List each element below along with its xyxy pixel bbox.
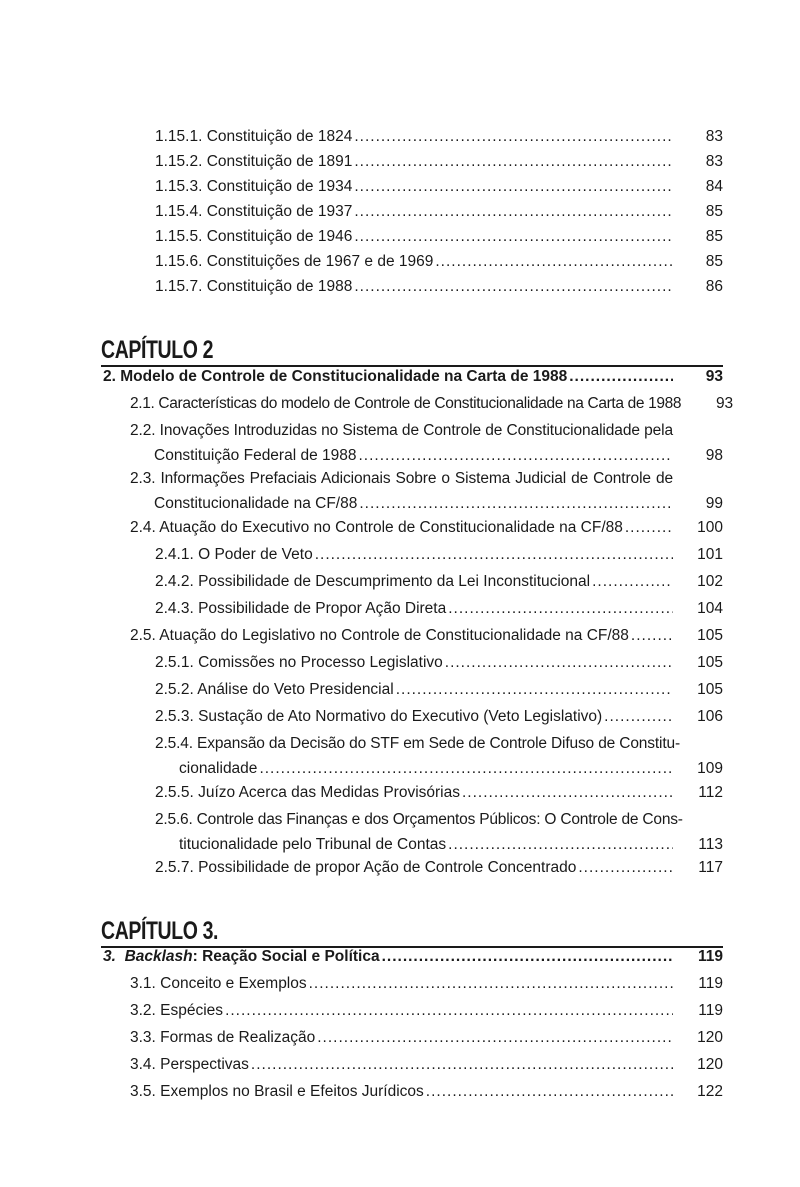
dot-leader (578, 855, 673, 880)
dot-leader (315, 542, 673, 567)
entry-label-line2: Constitucionalidade na CF/88 (154, 495, 358, 512)
entry-label-line2: titucionalidade pelo Tribunal de Contas (179, 836, 447, 853)
toc-entry[interactable] (155, 274, 723, 299)
toc-entry[interactable] (130, 1052, 723, 1077)
toc-entry[interactable] (155, 249, 723, 274)
entry-label: 2.1. Características do modelo de Controle de Constitucionalidade na Carta de 1988 (130, 395, 682, 412)
entry-label: 2.5.1. Comissões no Processo Legislativo (155, 654, 443, 671)
entry-page: 85 (705, 253, 723, 270)
dot-leader (309, 971, 673, 996)
entry-page: 119 (697, 948, 723, 965)
dot-leader (426, 1079, 673, 1104)
dot-leader (448, 832, 673, 857)
entry-label: 2. Modelo de Controle de Constitucionalidade na Carta de 1988 (103, 368, 568, 385)
entry-page: 85 (705, 228, 723, 245)
backlash-term: Backlash (124, 948, 193, 965)
dot-leader (462, 780, 673, 805)
entry-label: 1.15.2. Constituição de 1891 (155, 153, 353, 170)
toc-entry[interactable] (130, 971, 723, 996)
toc-entry[interactable] (130, 998, 723, 1023)
entry-page: 104 (697, 600, 723, 617)
chapter-3-title: CAPÍTULO 3. (101, 917, 219, 945)
dot-leader (382, 944, 673, 969)
dot-leader (259, 756, 673, 781)
entry-label: 1.15.7. Constituição de 1988 (155, 278, 353, 295)
toc-entry[interactable] (155, 542, 723, 567)
entry-page: 85 (705, 203, 723, 220)
dot-leader (396, 677, 673, 702)
toc-entry[interactable] (130, 1079, 723, 1104)
entry-label: 1.15.6. Constituições de 1967 e de 1969 (155, 253, 434, 270)
entry-label-line2: Constituição Federal de 1988 (154, 447, 357, 464)
toc-entry[interactable] (155, 124, 723, 149)
dot-leader (448, 596, 673, 621)
dot-leader (354, 199, 673, 224)
toc-entry[interactable] (155, 731, 723, 781)
entry-page: 102 (697, 573, 723, 590)
dot-leader (359, 491, 673, 516)
entry-label: 2.5. Atuação do Legislativo no Controle de Constitucionalidade na CF/88 (130, 627, 629, 644)
entry-page: 101 (697, 546, 723, 563)
entry-label-line1: 2.3. Informações Prefaciais Adicionais Sobre o Sistema Judicial de Controle de (130, 470, 673, 487)
entry-page: 105 (697, 681, 723, 698)
entry-page: 83 (705, 128, 723, 145)
toc-entry[interactable] (155, 855, 723, 880)
entry-label: 3.1. Conceito e Exemplos (130, 975, 307, 992)
entry-label: 1.15.4. Constituição de 1937 (155, 203, 353, 220)
entry-label (103, 944, 382, 969)
dot-leader (435, 249, 673, 274)
toc-entry[interactable] (155, 149, 723, 174)
entry-page: 112 (698, 784, 723, 801)
entry-page: 109 (697, 760, 723, 777)
entry-page: 105 (697, 627, 723, 644)
toc-entry[interactable] (155, 650, 723, 675)
dot-leader (251, 1052, 673, 1077)
entry-label: 2.4. Atuação do Executivo no Controle de Constitucionalidade na CF/88 (130, 519, 623, 536)
entry-page: 122 (697, 1083, 723, 1100)
entry-page: 119 (698, 1002, 723, 1019)
entry-page: 84 (705, 178, 723, 195)
entry-page: 106 (697, 708, 723, 725)
entry-label: 3.2. Espécies (130, 1002, 224, 1019)
dot-leader (354, 149, 673, 174)
dot-leader (445, 650, 673, 675)
entry-label-line1: 2.2. Inovações Introduzidas no Sistema de Controle de Constitucionalidade pela (130, 422, 673, 439)
dot-leader (225, 998, 673, 1023)
entry-label: 3.3. Formas de Realização (130, 1029, 316, 1046)
entry-label: 2.5.5. Juízo Acerca das Medidas Provisórias (155, 784, 460, 801)
toc-entry[interactable] (130, 418, 723, 468)
entry-page: 119 (698, 975, 723, 992)
dot-leader (354, 274, 673, 299)
chapter-title-rest: : Reação Social e Política (192, 948, 380, 965)
entry-label: 2.5.7. Possibilidade de propor Ação de Controle Concentrado (155, 859, 577, 876)
entry-label: 2.5.3. Sustação de Ato Normativo do Executivo (Veto Legislativo) (155, 708, 603, 725)
entry-page: 93 (705, 368, 723, 385)
dot-leader (625, 515, 673, 540)
dot-leader (631, 623, 673, 648)
toc-entry[interactable] (155, 569, 723, 594)
toc-entry[interactable] (130, 515, 723, 540)
entry-page: 93 (715, 395, 734, 412)
entry-label-line1: 2.5.4. Expansão da Decisão do STF em Sede de Controle Difuso de Constitu- (155, 735, 680, 752)
entry-label: 1.15.3. Constituição de 1934 (155, 178, 353, 195)
entry-page: 99 (705, 495, 723, 512)
entry-page: 117 (698, 859, 723, 876)
toc-entry[interactable] (155, 807, 723, 857)
entry-label: 3.5. Exemplos no Brasil e Efeitos Jurídicos (130, 1083, 424, 1100)
entry-page: 100 (697, 519, 723, 536)
dot-leader (354, 174, 673, 199)
toc-entry-chapter-3[interactable] (103, 944, 723, 969)
entry-label: 2.4.1. O Poder de Veto (155, 546, 313, 563)
toc-entry[interactable] (130, 391, 734, 416)
chapter-number: 3. (103, 948, 116, 965)
dot-leader (354, 124, 673, 149)
toc-entry[interactable] (155, 677, 723, 702)
toc-entry[interactable] (155, 704, 723, 729)
toc-entry-chapter-2[interactable] (103, 364, 723, 389)
chapter-2-title: CAPÍTULO 2 (101, 336, 214, 364)
entry-label: 1.15.5. Constituição de 1946 (155, 228, 353, 245)
dot-leader (604, 704, 673, 729)
dot-leader (359, 443, 674, 468)
entry-label-line1: 2.5.6. Controle das Finanças e dos Orçamentos Públicos: O Controle de Cons- (155, 811, 683, 828)
entry-label: 1.15.1. Constituição de 1824 (155, 128, 353, 145)
dot-leader (569, 364, 673, 389)
dot-leader (317, 1025, 673, 1050)
entry-page: 86 (705, 278, 723, 295)
toc-entry[interactable] (155, 224, 723, 249)
entry-page: 83 (705, 153, 723, 170)
entry-page: 113 (698, 836, 723, 853)
entry-page: 120 (697, 1029, 723, 1046)
toc-entry[interactable] (130, 466, 723, 516)
entry-label: 2.4.2. Possibilidade de Descumprimento da Lei Inconstitucional (155, 573, 591, 590)
toc-entry[interactable] (130, 1025, 723, 1050)
dot-leader (354, 224, 673, 249)
entry-page: 98 (705, 447, 723, 464)
entry-label-line2: cionalidade (179, 760, 258, 777)
toc-entry[interactable] (130, 623, 723, 648)
entry-label: 2.4.3. Possibilidade de Propor Ação Direta (155, 600, 447, 617)
toc-entry[interactable] (155, 596, 723, 621)
entry-label: 3.4. Perspectivas (130, 1056, 249, 1073)
dot-leader (592, 569, 673, 594)
entry-label: 2.5.2. Análise do Veto Presidencial (155, 681, 394, 698)
entry-page: 120 (697, 1056, 723, 1073)
toc-entry[interactable] (155, 780, 723, 805)
entry-page: 105 (697, 654, 723, 671)
toc-entry[interactable] (155, 199, 723, 224)
toc-entry[interactable] (155, 174, 723, 199)
